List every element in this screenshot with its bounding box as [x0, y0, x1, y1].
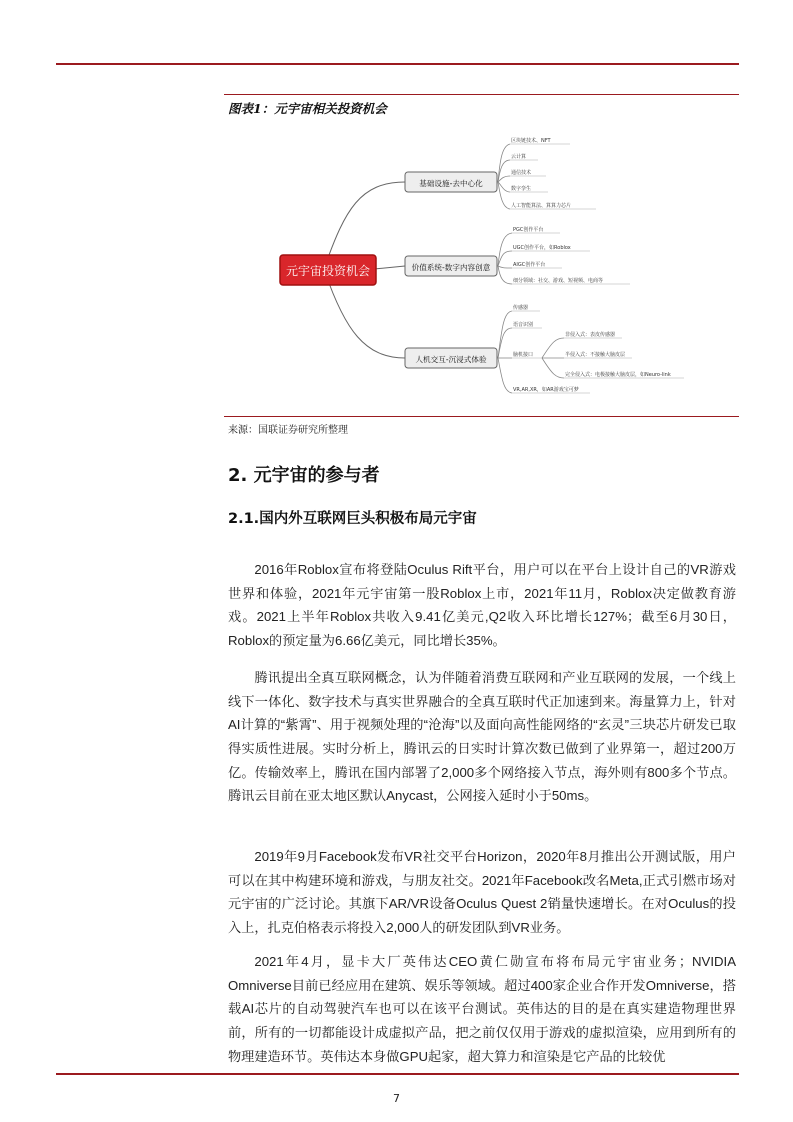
header-rule [56, 63, 739, 65]
mindmap-leaf: VR,AR,XR，如AR游戏宝可梦 [513, 387, 579, 393]
mindmap-subleaf: 非侵入式：表皮传感器 [565, 332, 616, 338]
body-paragraph-roblox: 2016年Roblox宣布将登陆Oculus Rift平台，用户可以在平台上设计自己的VR游戏世界和体验，2021年元宇宙第一股Roblox上市，2021年11月，Roblox决定做教育游戏。2021上半年Roblox共收入9.41亿美元,Q2收入环比增长127%；截至6月30日，Roblox的预定量为6.66亿美元，同比增长35%。 [228, 562, 736, 648]
mindmap-subleaf: 完全侵入式：电极接触大脑皮层，如Neuro-link [565, 372, 671, 378]
connector-root-b2 [374, 266, 405, 269]
mindmap-leaf: 通信技术 [511, 170, 532, 176]
mindmap-leaf: 人工智能算法、算算力芯片 [511, 203, 572, 209]
mindmap-branch-label: 基础设施-去中心化 [419, 179, 483, 188]
mindmap-root-label: 元宇宙投资机会 [285, 264, 371, 278]
mindmap-leaf: UGC创作平台，如Roblox [513, 245, 571, 251]
body-paragraph-nvidia: 2021年4月，显卡大厂英伟达CEO黄仁勋宣布将布局元宇宙业务；NVIDIA Omniverse目前已经应用在建筑、娱乐等领域。超过400家企业合作开发Omniverse，搭载AI芯片的自动驾驶汽车也可以在该平台测试。英伟达的目的是在真实建造物理世界前，所有的一切都能设计成虚拟产品，把之前仅仅用于游戏的虚拟渲染，应用到所有的物理建造环节。英伟达本身做GPU起家，超大算力和渲染是它产品的比较优 [228, 954, 736, 1064]
mindmap-subleaf: 半侵入式：不接触大脑皮层 [565, 352, 626, 358]
mindmap-leaf: 细分领域：社交、游戏、短视频、电商等 [513, 278, 604, 284]
section-heading: 2. 元宇宙的参与者 [228, 465, 380, 486]
figure-source: 来源：国联证券研究所整理 [228, 425, 348, 436]
page-number: 7 [393, 1092, 400, 1105]
footer-rule [56, 1073, 739, 1075]
mindmap-leaf: 语音识别 [513, 322, 534, 328]
mindmap-leaf: AIGC创作平台 [513, 262, 546, 268]
mindmap-leaf: PGC创作平台 [513, 227, 544, 233]
body-paragraph-facebook: 2019年9月Facebook发布VR社交平台Horizon，2020年8月推出公开测试版，用户可以在其中构建环境和游戏，与朋友社交。2021年Facebook改名Meta,正式引燃市场对元宇宙的广泛讨论。其旗下AR/VR设备Oculus Quest 2销量快速增长。在对Oculus的投入上，扎克伯格表示将投入2,000人的研发团队到VR业务。 [228, 849, 736, 935]
subsection-heading: 2.1.国内外互联网巨头积极布局元宇宙 [228, 511, 477, 527]
mindmap-branch-label: 人机交互-沉浸式体验 [415, 355, 487, 364]
mindmap-diagram [270, 130, 690, 408]
figure-top-rule [224, 94, 739, 95]
connector-root-b1 [325, 182, 405, 266]
mindmap-leaf: 传感器 [513, 305, 529, 311]
mindmap-leaf: 云计算 [511, 154, 527, 160]
mindmap-branch-label: 价值系统-数字内容创意 [411, 263, 491, 272]
figure-bottom-rule [224, 416, 739, 417]
figure-title: 图表1：元宇宙相关投资机会 [228, 101, 387, 116]
mindmap-leaf: 数字孪生 [511, 186, 532, 192]
mindmap-leaf: 区块链技术、NFT [511, 138, 551, 144]
body-paragraph-tencent: 腾讯提出全真互联网概念，认为伴随着消费互联网和产业互联网的发展，一个线上线下一体化、数字技术与真实世界融合的全真互联时代正加速到来。海量算力上，针对AI计算的“紫霄”、用于视频处理的“沧海”以及面向高性能网络的“玄灵”三块芯片研发已取得实质性进展。实时分析上，腾讯云的日实时计算次数已做到了业界第一，超过200万亿。传输效率上，腾讯在国内部署了2,000多个网络接入节点，海外则有800多个节点。腾讯云目前在亚太地区默认Anycast，公网接入延时小于50ms。 [228, 670, 736, 804]
mindmap-leaf: 脑机接口 [513, 352, 534, 358]
